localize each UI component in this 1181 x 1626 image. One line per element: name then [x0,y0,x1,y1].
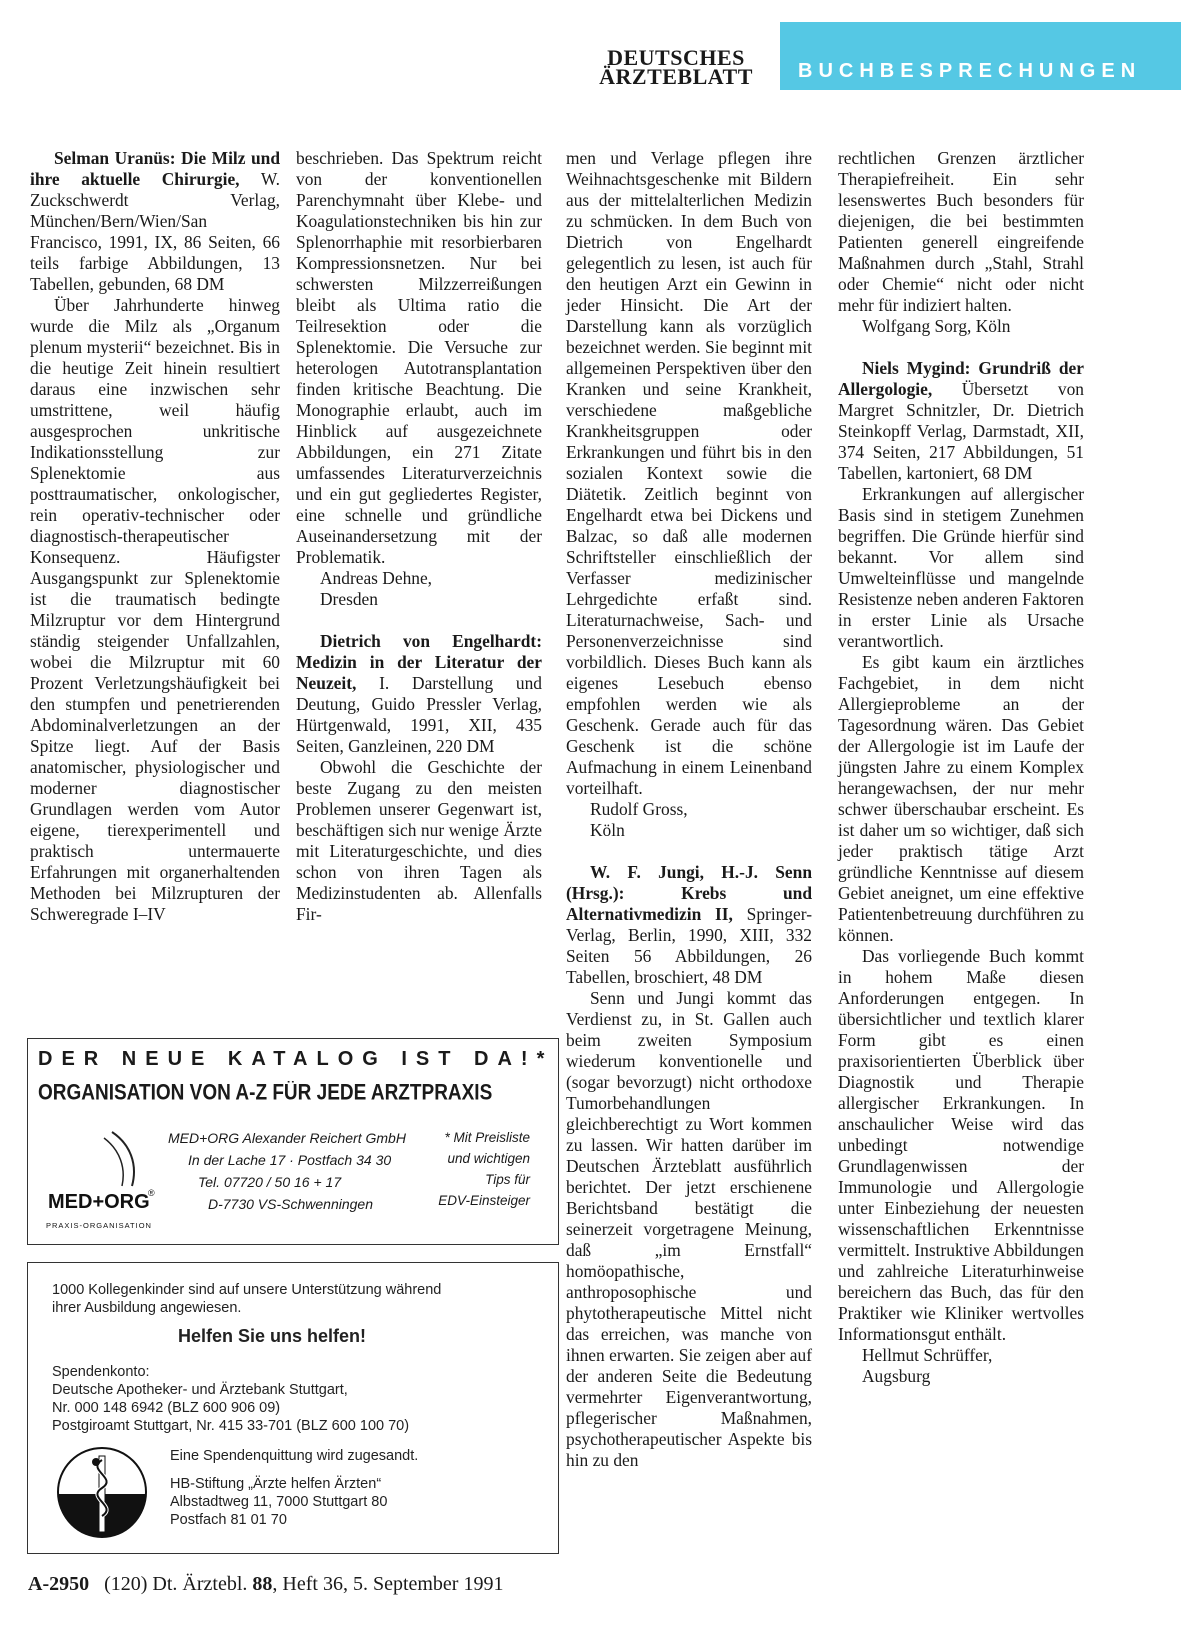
review3-body: Senn und Jungi kommt das Verdienst zu, in St. Gallen auch beim zweiten Symposium wiederum konventionelle und (sogar bevorzugt) nicht orthodoxe Tumorbehandlungen gleichberechtigt zu Wort kommen zu lassen. Wir hatten darüber im Deutschen Ärzteblatt ausführlich berichtet. Der jetzt erschienene Berichtsband bestätigt die seinerzeit vorgetragene Meinung, daß „im Ernstfall“ homöopathische, anthroposophische und phytotherapeutische Mittel nicht das erreichen, was manche von ihnen erwarten. Sie zeigen aber auf der anderen Seite die Bedeutung vermehrter Eigenverantwortung, pflegerischer Maßnahmen, psychotherapeutischer Aspekte bis hin zu den [566,988,812,1470]
catalog-note-3: Tips für [485,1172,530,1187]
page-footer [28,1573,503,1596]
review4-reviewer-city: Augsburg [862,1366,931,1386]
catalog-company: MED+ORG Alexander Reichert GmbH [168,1130,406,1146]
catalog-note-2: und wichtigen [447,1151,530,1166]
section-title: BUCHBESPRECHUNGEN [798,60,1142,82]
review3-body-cont: rechtlichen Grenzen ärztlicher Therapiefreiheit. Ein sehr lesenswertes Buch besonders für diejenigen, die bei bestimmten Patienten generell eingreifende Maßnahmen durch „Stahl, Strahl oder Chemie“ nicht oder nicht mehr für indiziert halten. [838,148,1084,315]
catalog-note [438,1127,530,1211]
review4-paragraph-1: Erkrankungen auf allergischer Basis sind in stetigem Zunehmen begriffen. Die Gründe hierfür sind bekannt. Vor allem sind Umwelteinflüsse und mangelnde Resistenze neben anderen Faktoren in erster Linie als Ursache verantwortlich. [838,484,1084,651]
catalog-address [168,1127,406,1215]
column-3 [566,148,812,1471]
donation-advertisement [27,1262,559,1554]
catalog-headline: DER NEUE KATALOG IST DA!* [38,1048,554,1070]
donation-bank-1: Deutsche Apotheker- und Ärztebank Stuttgart, [52,1382,348,1398]
column-4 [838,148,1084,1387]
masthead-line1: DEUTSCHES [607,45,745,70]
review2-reviewer-name: Rudolf Gross, [590,799,688,819]
donation-bank-2: Nr. 000 148 6942 (BLZ 600 906 09) [52,1400,281,1416]
review1-title: Selman Uranüs: Die Milz und ihre aktuelle Chirurgie, [30,148,280,189]
masthead-line2: ÄRZTEBLATT [599,64,753,89]
catalog-city: D-7730 VS-Schwenningen [208,1196,373,1212]
donation-intro-2: ihrer Ausbildung angewiesen. [52,1300,242,1316]
catalog-phone: Tel. 07720 / 50 16 + 17 [198,1174,342,1190]
catalog-note-1: * Mit Preisliste [444,1130,530,1145]
donation-receipt: Eine Spendenquittung wird zugesandt. [170,1448,419,1464]
review1-reviewer-name: Andreas Dehne, [320,568,433,588]
review3-meta: Springer-Verlag, Berlin, 1990, XIII, 332 Seiten 56 Abbildungen, 26 Tabellen, broschiert, 48 DM [566,904,812,987]
donation-bank-3: Postgiroamt Stuttgart, Nr. 415 33-701 (BLZ 600 100 70) [52,1418,410,1434]
footer-volume: 88 [252,1573,273,1595]
review1-reviewer-city: Dresden [320,589,378,609]
review2-reviewer-city: Köln [590,820,625,840]
review4-paragraph-3: Das vorliegende Buch kommt in hohem Maße diesen Anforderungen entgegen. In übersichtlicher und textlich klarer Form gibt es einen praxisorientierten Überblick über Diagnostik und Therapie allergischer Erkrankungen. In anschaulicher Weise wird das unbedingt notwendige Grundlagenwissen der Immunologie und Allergologie unter Einbeziehung der neuesten wissenschaftlichen Erkenntnisse vermittelt. Instruktive Abbildungen und zahlreiche Literaturhinweise bereichern das Buch, das für den Praktiker wie Kliniker wertvolles Informationsgut enthält. [838,946,1084,1344]
column-1 [30,148,280,925]
catalog-advertisement [27,1038,559,1245]
review2-citation [296,631,542,757]
review3-citation [566,862,812,988]
catalog-note-4: EDV-Einsteiger [438,1193,530,1208]
logo-registered-mark: ® [148,1188,155,1198]
donation-org-1: HB-Stiftung „Ärzte helfen Ärzten“ [170,1476,382,1492]
footer-issue: , Heft 36, 5. September 1991 [272,1573,504,1595]
review2-meta: I. Darstellung und Deutung, Guido Pressler Verlag, Hürtgenwald, 1991, XII, 435 Seiten, Ganzleinen, 220 DM [296,673,542,756]
page-number: A-2950 [28,1573,90,1595]
review4-paragraph-2: Es gibt kaum ein ärztliches Fachgebiet, in dem nicht Allergieprobleme an der Tagesordnung wären. Das Gebiet der Allergologie ist im Laufe der jüngsten Jahre zu einem Komplex herangewachsen, der nur mehr schwer überschaubar erscheint. Es ist daher um so wichtiger, daß sich jeder praktisch tätige Arzt gründliche Kenntnisse auf diesem Gebiet aneignet, um eine effektive Patientenbetreuung durchführen zu können. [838,652,1084,945]
donation-intro-1: 1000 Kollegenkinder sind auf unsere Unterstützung während [52,1282,442,1298]
review4-reviewer-name: Hellmut Schrüffer, [862,1345,993,1365]
review2-title: Dietrich von Engelhardt: Medizin in der Literatur der Neuzeit, [296,631,542,693]
review1-meta: W. Zuckschwerdt Verlag, München/Bern/Wien/San Francisco, 1991, IX, 86 Seiten, 66 teils farbige Abbildungen, 13 Tabellen, gebunden, 68 DM [30,169,280,294]
review2-body: Obwohl die Geschichte der beste Zugang zu den meisten Problemen unserer Gegenwart ist, beschäftigen sich nur wenige Ärzte mit Literaturgeschichte, und dies schon von ihren Tagen als Medizinstudenten ab. Allenfalls Fir- [296,757,542,924]
review1-body: Über Jahrhunderte hinweg wurde die Milz als „Organum plenum mysterii“ bezeichnet. Bis in die heutige Zeit hinein resultiert daraus eine inzwischen sehr umstrittene, weil häufig ausgesprochen unkritische Indikationsstellung zur Splenektomie aus posttraumatischer, onkologischer, rein operativ-technischer oder diagnostisch-therapeutischer Konsequenz. Häufigster Ausgangspunkt zur Splenektomie ist die traumatisch bedingte Milzruptur vor dem Hintergrund ständig steigender Unfallzahlen, wobei die Milzruptur mit 60 Prozent Verletzungshäufigkeit bei den stumpfen und penetrierenden Abdominalverletzungen an der Spitze liegt. Auf der Basis anatomischer, physiologischer und moderner diagnostischer Grundlagen werden vom Autor eigene, tierexperimentell und praktisch untermauerte Erfahrungen mit organerhaltenden Methoden bei Milzrupturen der Schweregrade I–IV [30,295,280,924]
review3-reviewer: Wolfgang Sorg, Köln [862,316,1011,336]
caduceus-icon [56,1446,148,1538]
section-band [780,22,1181,90]
journal-masthead [586,45,766,89]
review1-citation [30,148,280,295]
review1-body-cont: beschrieben. Das Spektrum reicht von der konventionellen Parenchymnaht über Klebe- und Koagulationstechniken bis hin zur Splenorrhaphie mit resorbierbaren Kompressionsnetzen. Nur bei schwersten Milzzerreißungen bleibt als Ultima ratio die Teilresektion oder die Splenektomie. Die Versuche zur heterologen Autotransplantation finden kritische Beachtung. Die Monographie erlaubt, auch im Hinblick auf ausgezeichnete Abbildungen, ein 271 Zitate umfassendes Literaturverzeichnis und ein gut gegliedertes Register, eine schnelle und gründliche Auseinandersetzung mit der Problematik. [296,148,542,567]
logo-subtext: PRAXIS-ORGANISATION [46,1221,152,1230]
review4-citation [838,358,1084,484]
review4-title: Niels Mygind: Grundriß der Allergologie, [838,358,1084,399]
review3-title: W. F. Jungi, H.-J. Senn (Hrsg.): Krebs und Alternativmedizin II, [566,862,812,924]
logo-wordmark: MED+ORG [48,1191,150,1213]
review4-meta: Übersetzt von Margret Schnitzler, Dr. Dietrich Steinkopff Verlag, Darmstadt, XII, 374 Seiten, 217 Abbildungen, 51 Tabellen, kartoniert, 68 DM [838,379,1084,483]
review2-body-cont: men und Verlage pflegen ihre Weihnachtsgeschenke mit Bildern aus der mittelalterlichen Medizin zu schmücken. In dem Buch von Dietrich von Engelhardt gelegentlich zu lesen, ist auch für den heutigen Arzt ein Gewinn in jeder Hinsicht. Die Art der Darstellung kann als vorzüglich bezeichnet werden. Sie beginnt mit allgemeinen Perspektiven über den Kranken und seine Krankheit, verschiedene maßgebliche Krankheitsgruppen oder Erkrankungen und führt bis in den sozialen Kontext sowie die Diätetik. Zeitlich beginnt von Engelhardt etwa bei Dickens und Balzac, so daß alle modernen Schriftsteller einschließlich der Verfasser medizinischer Lehrgedichte erfaßt sind. Literaturnachweise, Sach- und Personenverzeichnisse sind vorbildlich. Dieses Buch kann als eigenes Lesebuch ebenso empfohlen werden wie als Geschenk. Gerade auch für das Geschenk ist die schöne Aufmachung in einem Leinenband vorteilhaft. [566,148,812,798]
catalog-street: In der Lache 17 · Postfach 34 30 [188,1152,392,1168]
catalog-subline: ORGANISATION VON A-Z FÜR JEDE ARZTPRAXIS [38,1081,493,1106]
footer-reference: (120) Dt. Ärztebl. [104,1573,248,1595]
donation-org-2: Albstadtweg 11, 7000 Stuttgart 80 [170,1494,388,1510]
column-2 [296,148,542,925]
donation-org-3: Postfach 81 01 70 [170,1512,287,1528]
donation-headline: Helfen Sie uns helfen! [178,1326,367,1346]
med-org-logo-icon [42,1124,162,1234]
donation-account-label: Spendenkonto: [52,1364,150,1380]
